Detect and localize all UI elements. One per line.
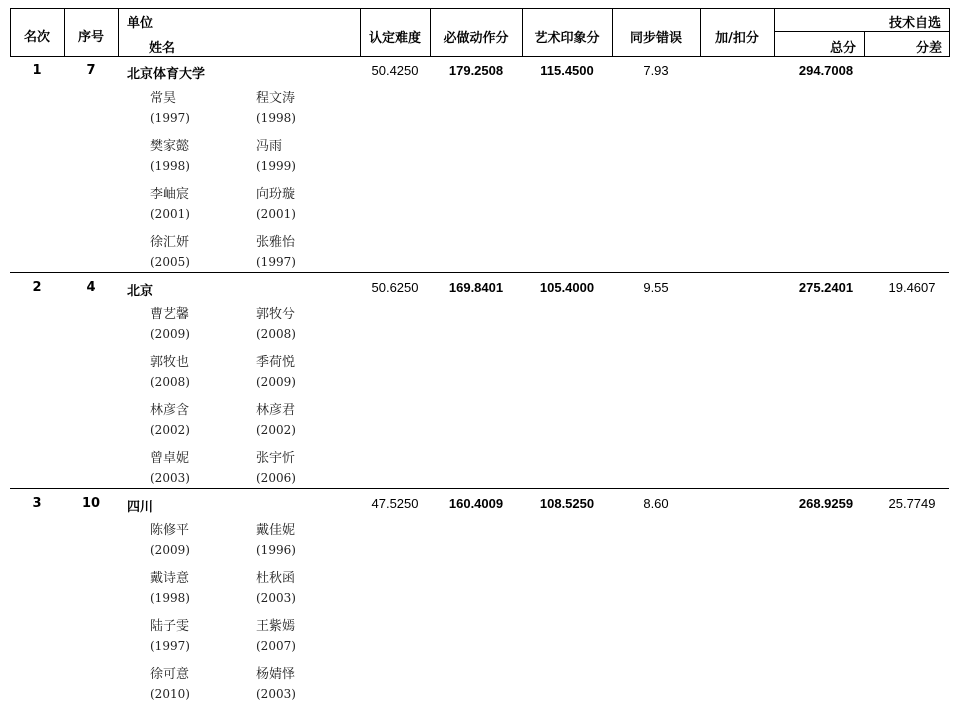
rank-cell: 2 xyxy=(32,280,42,295)
athlete-year: (2003) xyxy=(256,591,296,605)
athlete-year: (1999) xyxy=(256,159,296,173)
rank-cell: 1 xyxy=(32,63,42,78)
athlete-name: 向玢璇 xyxy=(256,187,296,202)
unit-cell: 四川 xyxy=(127,500,154,515)
athlete-year: (2002) xyxy=(150,423,190,437)
header-gap: 分差 xyxy=(915,41,942,56)
athlete-name: 张宇忻 xyxy=(256,451,296,466)
unit-cell: 北京体育大学 xyxy=(127,67,206,82)
athlete-name: 樊家懿 xyxy=(150,139,190,154)
athlete-name: 徐汇妍 xyxy=(150,235,190,250)
header-artistic: 艺术印象分 xyxy=(534,31,600,46)
athlete-year: (2009) xyxy=(150,543,190,557)
artistic-cell: 105.4000 xyxy=(539,280,595,295)
athlete-year: (1997) xyxy=(256,255,296,269)
compulsory-cell: 160.4009 xyxy=(448,496,504,511)
athlete-name: 徐可意 xyxy=(150,667,190,682)
athlete-year: (2002) xyxy=(256,423,296,437)
sync-error-cell: 8.60 xyxy=(643,496,669,511)
athlete-year: (2003) xyxy=(150,471,190,485)
seq-cell: 4 xyxy=(86,280,96,295)
compulsory-cell: 169.8401 xyxy=(448,280,504,295)
unit-cell: 北京 xyxy=(127,284,154,299)
header-top-rule xyxy=(10,8,949,9)
athlete-year: (2001) xyxy=(150,207,190,221)
header-divider xyxy=(949,8,950,57)
total-cell: 294.7008 xyxy=(798,63,854,78)
sync-error-cell: 9.55 xyxy=(643,280,669,295)
athlete-year: (2001) xyxy=(256,207,296,221)
athlete-year: (2009) xyxy=(256,375,296,389)
header-name: 姓名 xyxy=(149,41,176,56)
difficulty-cell: 50.4250 xyxy=(371,63,419,78)
athlete-year: (2008) xyxy=(256,327,296,341)
athlete-year: (1998) xyxy=(256,111,296,125)
athlete-year: (2008) xyxy=(150,375,190,389)
artistic-cell: 115.4500 xyxy=(540,63,594,78)
athlete-year: (2010) xyxy=(150,687,190,701)
athlete-name: 郭牧也 xyxy=(150,355,190,370)
difficulty-cell: 50.6250 xyxy=(371,280,419,295)
athlete-name: 林彦含 xyxy=(150,403,190,418)
gap-cell: 25.7749 xyxy=(888,496,936,511)
athlete-name: 常昊 xyxy=(150,91,177,106)
athlete-name: 曾卓妮 xyxy=(150,451,190,466)
athlete-year: (1996) xyxy=(256,543,296,557)
header-difficulty: 认定难度 xyxy=(368,31,421,46)
athlete-year: (1998) xyxy=(150,159,190,173)
artistic-cell: 108.5250 xyxy=(539,496,595,511)
seq-cell: 10 xyxy=(81,496,101,511)
athlete-year: (2007) xyxy=(256,639,296,653)
athlete-year: (2006) xyxy=(256,471,296,485)
athlete-name: 曹艺馨 xyxy=(150,307,190,322)
athlete-name: 杨婧怿 xyxy=(256,667,296,682)
athlete-name: 冯雨 xyxy=(256,139,283,154)
athlete-year: (1997) xyxy=(150,111,190,125)
compulsory-cell: 179.2508 xyxy=(448,63,504,78)
athlete-year: (2005) xyxy=(150,255,190,269)
header-unit: 单位 xyxy=(127,16,154,31)
header-divider xyxy=(118,8,119,57)
seq-cell: 7 xyxy=(86,63,96,78)
athlete-name: 季荷悦 xyxy=(256,355,296,370)
athlete-name: 戴佳妮 xyxy=(256,523,296,538)
header-rank: 名次 xyxy=(23,30,50,45)
header-group: 技术自选 xyxy=(888,16,941,31)
athlete-name: 张雅怡 xyxy=(256,235,296,250)
athlete-year: (1998) xyxy=(150,591,190,605)
header-total: 总分 xyxy=(829,41,856,56)
athlete-name: 程文涛 xyxy=(256,91,296,106)
athlete-name: 杜秋函 xyxy=(256,571,296,586)
gap-cell: 19.4607 xyxy=(888,280,936,295)
header-seq: 序号 xyxy=(77,30,104,45)
sync-error-cell: 7.93 xyxy=(643,63,669,78)
header-sync-error: 同步错误 xyxy=(629,31,682,46)
athlete-year: (2003) xyxy=(256,687,296,701)
header-bottom-rule xyxy=(10,56,949,57)
athlete-name: 李岫宸 xyxy=(150,187,190,202)
header-compulsory: 必做动作分 xyxy=(443,31,509,46)
athlete-name: 陆子雯 xyxy=(150,619,190,634)
row-separator xyxy=(10,272,949,273)
athlete-year: (1997) xyxy=(150,639,190,653)
total-cell: 268.9259 xyxy=(798,496,854,511)
row-separator xyxy=(10,488,949,489)
header-bonus: 加/扣分 xyxy=(715,31,759,46)
athlete-year: (2009) xyxy=(150,327,190,341)
header-group-rule xyxy=(774,31,949,32)
rank-cell: 3 xyxy=(32,496,42,511)
total-cell: 275.2401 xyxy=(798,280,854,295)
athlete-name: 陈修平 xyxy=(150,523,190,538)
difficulty-cell: 47.5250 xyxy=(371,496,419,511)
athlete-name: 郭牧兮 xyxy=(256,307,296,322)
athlete-name: 王紫嫣 xyxy=(256,619,296,634)
athlete-name: 林彦君 xyxy=(256,403,296,418)
athlete-name: 戴诗意 xyxy=(150,571,190,586)
